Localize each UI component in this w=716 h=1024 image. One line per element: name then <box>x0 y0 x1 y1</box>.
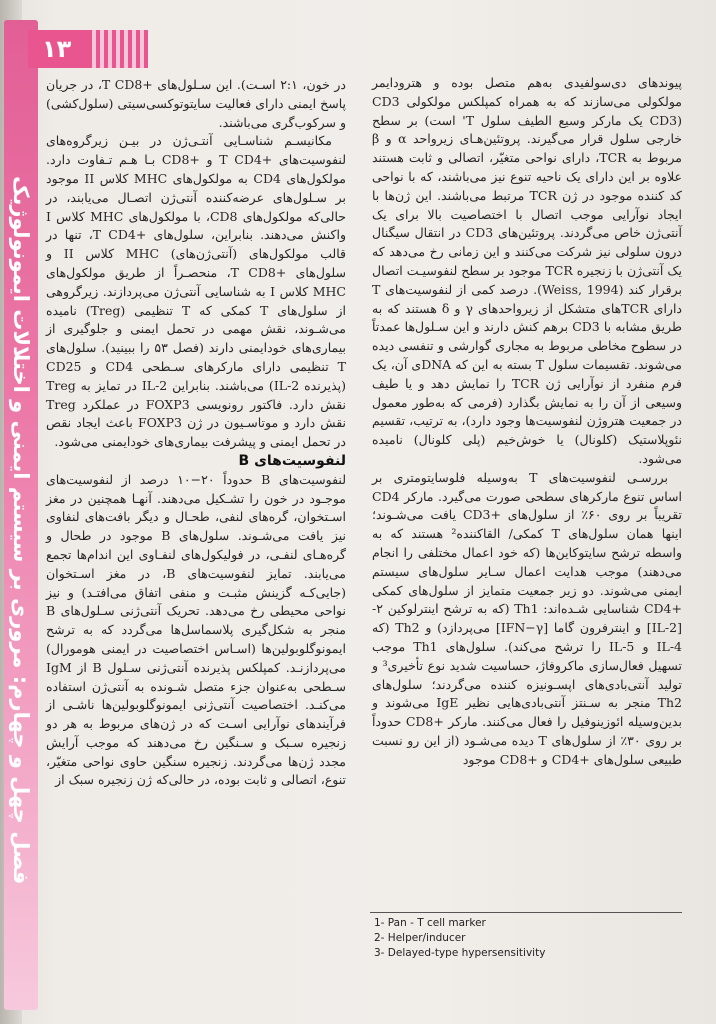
section-heading-b-lymphocytes: لنفوسیت‌های B <box>238 452 346 469</box>
footnote-2: 2- Helper/inducer <box>374 932 466 944</box>
left-paragraph-2: مکانیسـم شناسـایی آنتـی‌ژن در بیـن زیرگروه‌های لنفوسیت‌های +T CD4 و +CD8 بـا هـم تـفاوت دارد. مولکول‌های CD4 به مولکول‌های MHC کلاس II موجود بر سـلول‌های عرضه‌کننده آنتی‌ژن اتصـال می‌یابند، در حالی‌که مولکول‌های CD8، با مولکول‌های MHC کلاس I واکنش می‌دهند. بنابراین، سلول‌های +T CD4، تنها در قالب مولکول‌های (آنتی‌ژن‌های) MHC کلاس II و سلول‌های +T CD8، منحصـراً از طریق مولکول‌های MHC کلاس I به شناسایی آنتی‌ژن می‌پردازند. زیرگروهی از سلول‌های T کمکی که T تنظیمی (Treg) نامیده می‌شـوند، نقش مهمی در تحمل ایمنی و جلوگیری از بیماری‌های خودایمنی دارند (فصل ۵۳ را ببینید). سلول‌های T تنظیمی دارای مارکرهای سـطحی CD4 و CD25 (پذیرنده IL-2) می‌باشند. بنابراین IL-2 در تمایز به Treg نقش دارد. فاکتور رونویسی FOXP3 در عملکرد Treg نقش دارد و موتاسـیون در ژن FOXP3 باعث ایجاد نقص در تحمل ایمنی و پیشرفت بیماری‌های خودایمنی می‌شود. <box>46 133 347 450</box>
footnotes <box>374 916 684 961</box>
left-paragraph-3: لنفوسیت‌های B حدوداً ۲۰−۱۰ درصد از لنفوسیت‌های موجـود در خون را تشـکیل می‌دهند. آنهـا همچنین در مغز اسـتخوان، گره‌های لنفی، طحـال و دیگر بافت‌های لنفاوی نیز یافت می‌شـوند. سلول‌های B موجود در طحال و گره‌هـای لنفـی، در فولیکول‌های لنفـاوی این اندام‌ها تجمع می‌یابند. تمایز لنفوسیت‌های B، در مغز اسـتخوان (جایی‌کـه گزینش مثبـت و منفی اتفاق می‌افتـد) و نیز نواحی محیطی رخ می‌دهد. تحریک آنتی‌ژنی سـلول‌های B منجر به شکل‌گیری پلاسماسل‌ها می‌گردد که به ترشح ایمونوگلوبولین‌ها (اسـاس اختصاصیت در ایمنی هومورال) می‌پردازنـد. کمپلکس پذیرنده آنتی‌ژنی سـلول B از IgM سـطحی به‌عنوان جزء متصل شـونده به آنتی‌ژن استفاده می‌کنـد. اختصاصیت آنتی‌ژنی ایمونوگلوبولین‌ها ناشـی از فرآیندهای نوآرایی اسـت که در ژن‌های مربوط به هر دو زنجیره سـبک و سـنگین رخ می‌دهند که موجب آرایش مجدد ژن‌ها می‌گردند. زنجیره سنگین حاوی نواحی متغیّر، تنوع، اتصالی و ثابت بوده، در حالی‌که ژن زنجیره سبک از <box>46 471 347 788</box>
right-paragraph-2: بررسـی لنفوسیت‌های T به‌وسیله فلوسایتومتری بر اساس تنوع مارکرهای سطحی صورت می‌گیرد. مارکر CD4 تقریباً بر روی ۶۰٪ از سلول‌های +CD3 یافت می‌شـوند؛ اینها همان سلول‌های T کمکی/ القاکننده² هستند که به واسطه ترشح سایتوکاین‌ها (که خود اعمال مختلفی را انجام می‌دهند) موجب هدایت اعمال سـایر سلول‌های سیستم ایمنی می‌شوند. دو زیر جمعیت متمایز از سلول‌های کمکی +CD4 شناسایی شـده‌اند: Th1 (که به ترشح اینترلوکین ۲- [IL-2] و اینترفرون گاما [IFN−γ] می‌پردازد) و Th2 (که IL-4 و IL-5 را ترشح می‌کند). سلول‌های Th1 موجب تسهیل فعال‌سازی ماکروفاژ، حساسیت شدید نوع تأخیری³ و تولید آنتی‌بادی‌های اپسـونیزه کننده می‌گردند؛ سلول‌های Th2 منجر به سـنتز آنتی‌بادی‌هایی نظیر IgE می‌شوند و بدین‌وسیله ائوزینوفیل را فعال می‌کنند. مارکر +CD8 حدوداً بر روی ۳۰٪ از سلول‌های T دیده می‌شـود (از این رو نسبت طبیعی سلول‌های +CD4 و +CD8 موجود <box>372 469 683 767</box>
left-column <box>46 76 346 790</box>
decorative-stripes <box>92 30 148 68</box>
footnote-1: 1- Pan - T cell marker <box>374 917 486 929</box>
right-column <box>372 74 682 769</box>
page-number: ۱۳ <box>42 35 72 63</box>
footnote-divider <box>370 912 682 913</box>
right-paragraph-1: پیوندهای دی‌سولفیدی به‌هم متصل بوده و هترودایمر مولکولی می‌سازند که به همراه کمپلکس مولکولی CD3 (CD3 یک مارکر وسیع الطیف سلول T' است) بر سطح خارجی سلول قرار می‌گیرند. پروتئین‌هـای زیرواحد α و β مربوط به TCR، دارای نواحی متغیّر، اتصالی و ثابت هستند علاوه بر این دارای یک ناحیه تنوع نیز می‌باشند، که با نواحی کد کننده موجود در ژن TCR مرتبط می‌باشند. این ژن‌ها با ایجاد نوآرایی موجب اتصال با اختصاصیت بالا برای یک آنتی‌ژن خاص می‌گردند. پروتئین‌های CD3 در انتقال سیگنال درون سلولی نیز شرکت می‌کنند و این زمانی رخ می‌دهد که یک آنتی‌ژن با زنجیره TCR موجود بر سطح لنفوسیـت اتصال برقرار کند (Weiss, 1994). درصد کمی از لنفوسیت‌های T دارای TCRهای متشکل از زیرواحدهای γ و δ هستند که به طریق مشابه با CD3 برهم کنش دارند و این سـلول‌ها عمدتاً در سطوح مخاطی مربوط به مجاری گوارشی و تنفسی دیده می‌شوند. تقسیمات سلول T بسته به این که DNAی آن، یک فرم منفرد از نوآرایی ژن TCR را نمایش دهد و یا طیف وسیعی از آن را به نمایش بگذارد (فرمی که به‌طور معمول در جمعیت هتروژن لنفوسیت‌ها وجود دارد)، به ترتیب، تقسیم نئوپلاستیک (کلونال) یا خوش‌خیم (پلی کلونال) نامیده می‌شود. <box>372 75 683 466</box>
chapter-title-vertical: فصل چهل و چهارم: مروری بر سیستم ایمنی و اختلالات ایمونولوژیک <box>9 175 33 885</box>
left-paragraph-1: در خون، ۲:۱ اسـت). این سـلول‌های +T CD8، در جریان پاسخ ایمنی دارای فعالیت سایتوتوکسی‌سیتی (سلول‌کشی) و سرکوب‌گری می‌باشند. <box>46 77 346 130</box>
footnote-3: 3- Delayed-type hypersensitivity <box>374 947 546 959</box>
